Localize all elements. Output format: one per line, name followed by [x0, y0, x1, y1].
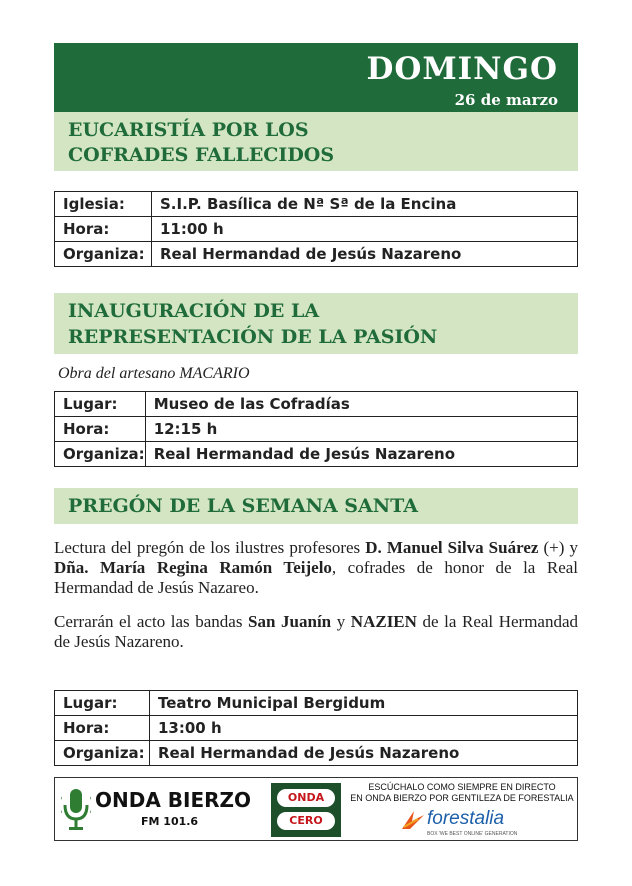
- date-subtitle: 26 de marzo: [454, 91, 558, 109]
- table-row: [55, 741, 578, 766]
- event-title-band: [54, 112, 578, 171]
- event-title-line: EUCARISTÍA POR LOS: [68, 119, 309, 141]
- table-row: [55, 217, 578, 242]
- row-label: Lugar:: [55, 392, 146, 417]
- onda-cero-top: ONDA: [277, 789, 335, 807]
- row-label: Organiza:: [55, 741, 150, 766]
- table-row: [55, 192, 578, 217]
- row-value: Real Hermandad de Jesús Nazareno: [150, 741, 578, 766]
- table-row: [55, 242, 578, 267]
- microphone-icon: [61, 787, 91, 833]
- row-label: Hora:: [55, 217, 152, 242]
- band-name: NAZIEN: [350, 612, 417, 631]
- forestalia-leaf-icon: [400, 809, 426, 831]
- speaker-name: D. Manuel Silva Suárez: [365, 538, 539, 557]
- event-title-band: [54, 488, 578, 524]
- event-info-table: [54, 191, 578, 267]
- event-description: Cerrarán el acto las bandas San Juanín y NAZIEN de la Real Hermandad de Jesús Nazareno.: [54, 612, 579, 651]
- row-value: S.I.P. Basílica de Nª Sª de la Encina: [152, 192, 578, 217]
- band-name: San Juanín: [248, 612, 332, 631]
- row-value: Museo de las Cofradías: [145, 392, 577, 417]
- table-row: [55, 392, 578, 417]
- sponsor-footer: [54, 777, 578, 841]
- onda-cero-logo: [271, 783, 341, 837]
- sponsor-logo: forestalia: [427, 808, 505, 829]
- onda-cero-bottom: CERO: [277, 812, 335, 830]
- row-label: Lugar:: [55, 691, 150, 716]
- event-title-line: REPRESENTACIÓN DE LA PASIÓN: [68, 326, 438, 348]
- row-label: Organiza:: [55, 242, 152, 267]
- broadcast-notice: ESCÚCHALO COMO SIEMPRE EN DIRECTO EN ONDA BIERZO POR GENTILEZA DE FORESTALIA: [350, 782, 574, 803]
- day-title: DOMINGO: [366, 51, 558, 87]
- table-row: [55, 417, 578, 442]
- event-info-table: [54, 690, 578, 766]
- table-row: [55, 716, 578, 741]
- row-value: Real Hermandad de Jesús Nazareno: [152, 242, 578, 267]
- row-label: Hora:: [55, 417, 146, 442]
- sponsor-tagline: BOX 'WE BEST ONLINE' GENERATION: [427, 831, 518, 837]
- event-description: Lectura del pregón de los ilustres profesores D. Manuel Silva Suárez (+) y Dña. María Regina Ramón Teijelo, cofrades de honor de la Real Hermandad de Jesús Nazareo.: [54, 538, 579, 597]
- event-title-line: INAUGURACIÓN DE LA: [68, 300, 320, 322]
- row-label: Iglesia:: [55, 192, 152, 217]
- event-info-table: [54, 391, 578, 467]
- table-row: [55, 442, 578, 467]
- event-title-band: [54, 293, 578, 354]
- radio-frequency: FM 101.6: [141, 815, 199, 828]
- radio-logo-name: ONDA BIERZO: [95, 788, 252, 812]
- row-value: Teatro Municipal Bergidum: [150, 691, 578, 716]
- date-header: [54, 43, 578, 112]
- event-title-line: COFRADES FALLECIDOS: [68, 144, 335, 166]
- row-label: Organiza:: [55, 442, 146, 467]
- row-value: 13:00 h: [150, 716, 578, 741]
- row-label: Hora:: [55, 716, 150, 741]
- event-title-line: PREGÓN DE LA SEMANA SANTA: [68, 495, 418, 517]
- row-value: 11:00 h: [152, 217, 578, 242]
- event-subtitle: Obra del artesano MACARIO: [58, 365, 250, 382]
- table-row: [55, 691, 578, 716]
- row-value: Real Hermandad de Jesús Nazareno: [145, 442, 577, 467]
- speaker-name: Dña. María Regina Ramón Teijelo: [54, 558, 332, 577]
- row-value: 12:15 h: [145, 417, 577, 442]
